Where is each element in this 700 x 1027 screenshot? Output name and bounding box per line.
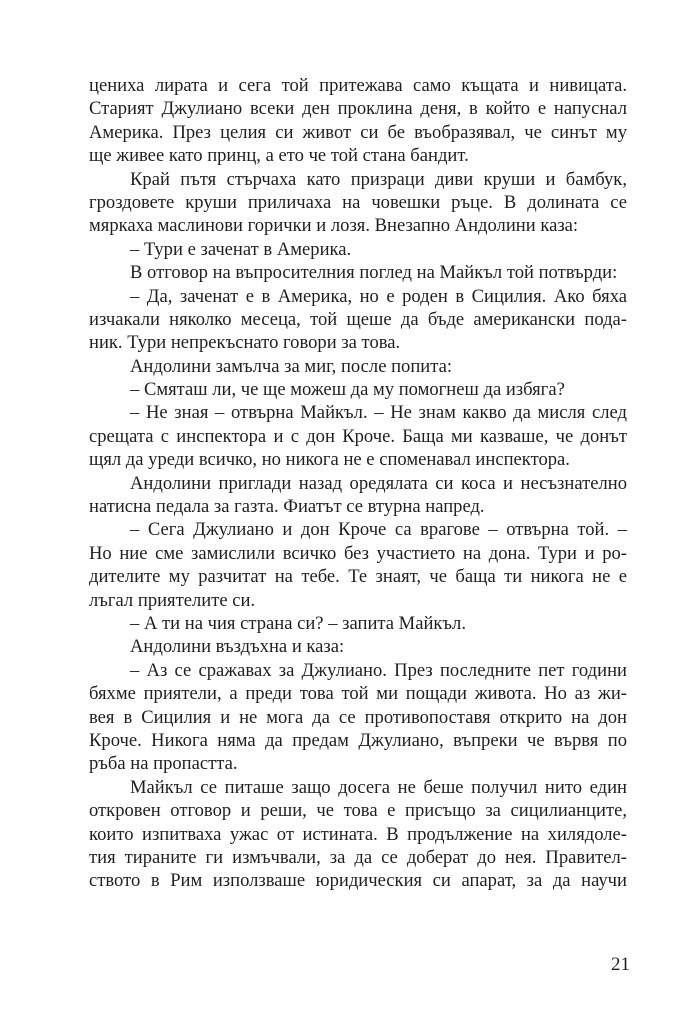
- text-line: В отговор на въпросителния поглед на Майкъл той потвърди:: [130, 262, 618, 284]
- text-line: ник. Тури непрекъснато говори за това.: [89, 332, 401, 354]
- text-line: Америка. През целия си живот си бе въобразявал, че синът му: [89, 121, 627, 143]
- text-line: бяхме приятели, а преди това той ми пощади живота. Но аз жи-: [89, 683, 627, 705]
- text-line: Край пътя стърчаха като призраци диви круши и бамбук,: [130, 168, 627, 190]
- text-line: Андолини замълча за миг, после попита:: [130, 355, 453, 377]
- text-line: натисна педала за газта. Фиатът се втурна напред.: [89, 496, 485, 518]
- text-line: откровен отговор и реши, че това е присъщо за сицилианците,: [89, 800, 627, 822]
- page-number: 21: [611, 954, 630, 975]
- text-line: ръба на пропастта.: [89, 753, 238, 775]
- text-line: – А ти на чия страна си? – запита Майкъл.: [130, 612, 466, 634]
- text-line: ството в Рим използваше юридическия си апарат, за да научи: [89, 870, 627, 892]
- text-line: – Аз се сражавах за Джулиано. През последните пет години: [130, 659, 627, 681]
- text-line: Андолини приглади назад оредялата си коса и несъзнателно: [130, 472, 627, 494]
- text-line: – Тури е заченат в Америка.: [130, 238, 352, 260]
- text-line: лъгал приятелите си.: [89, 589, 256, 611]
- text-line: – Да, заченат е в Америка, но е роден в Сицилия. Ако бяха: [130, 285, 627, 307]
- text-line: Кроче. Никога няма да предам Джулиано, въпреки че вървя по: [89, 729, 627, 751]
- text-line: Майкъл се питаше защо досега не беше получил нито един: [130, 776, 627, 798]
- text-line: вея в Сицилия и не мога да се противопоставя открито на дон: [89, 706, 627, 728]
- text-line: щял да уреди всичко, но никога не е споменавал инспектора.: [89, 449, 570, 471]
- text-line: мяркаха маслинови горички и лозя. Внезапно Андолини каза:: [89, 215, 579, 237]
- text-line: дителите му разчитат на тебе. Те знаят, че баща ти никога не е: [89, 566, 627, 588]
- text-line: – Сега Джулиано и дон Кроче са врагове – отвърна той. –: [130, 519, 627, 541]
- text-line: – Смяташ ли, че ще можеш да му помогнеш да избяга?: [130, 379, 565, 401]
- text-line: Старият Джулиано всеки ден проклина деня, в който е напуснал: [89, 98, 627, 120]
- text-line: Андолини въздъхна и каза:: [130, 636, 345, 658]
- text-line: ще живее като принц, а ето че той стана бандит.: [89, 145, 469, 167]
- text-line: тия тираните ги измъчвали, за да се доберат до нея. Правител-: [89, 846, 627, 868]
- text-line: цениха лирата и сега той притежава само къщата и нивицата.: [89, 75, 627, 96]
- text-line: Но ние сме замислили всичко без участието на дона. Тури и ро-: [89, 542, 627, 564]
- text-line: които изпитваха ужас от истината. В продължение на хилядоле-: [89, 823, 627, 845]
- text-line: срещата с инспектора и с дон Кроче. Баща ми казваше, че донът: [89, 425, 627, 447]
- text-line: гроздовете круши приличаха на човешки ръце. В долината се: [89, 191, 627, 213]
- text-line: изчакали няколко месеца, той щеше да бъде американски пода-: [89, 308, 627, 330]
- text-line: – Не зная – отвърна Майкъл. – Не знам какво да мисля след: [130, 402, 627, 424]
- body-text: [89, 74, 627, 893]
